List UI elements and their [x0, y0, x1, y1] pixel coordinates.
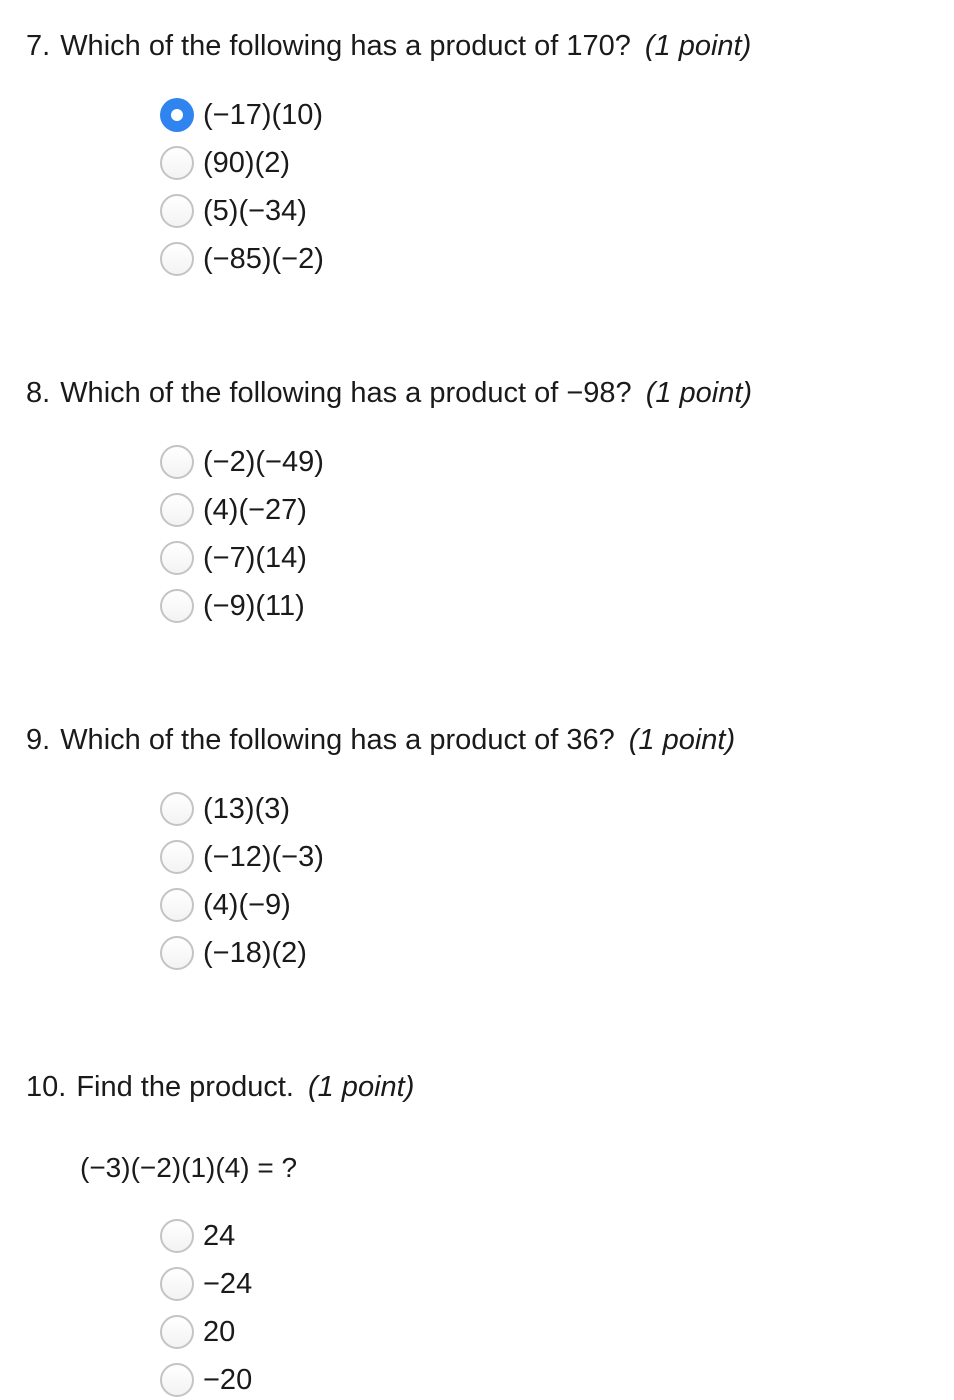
question-points: (1 point) — [644, 30, 752, 62]
radio-button[interactable] — [160, 146, 194, 180]
radio-button[interactable] — [160, 936, 194, 970]
option-label: (90)(2) — [203, 147, 291, 179]
option-label: −20 — [203, 1364, 253, 1396]
question-number: 8. — [26, 377, 51, 409]
radio-button[interactable] — [160, 1363, 194, 1397]
question-number: 7. — [26, 30, 51, 62]
question-points: (1 point) — [307, 1071, 415, 1103]
question-number: 9. — [26, 724, 51, 756]
option-d[interactable] — [160, 586, 305, 626]
question-text: Which of the following has a product of −98? — [60, 377, 632, 409]
radio-button[interactable] — [160, 888, 194, 922]
option-label: (−12)(−3) — [203, 841, 324, 873]
option-c[interactable] — [160, 191, 307, 231]
option-d[interactable] — [160, 933, 307, 973]
option-d[interactable] — [160, 239, 324, 279]
option-d[interactable] — [160, 1360, 252, 1400]
option-b[interactable] — [160, 837, 324, 877]
option-label: −24 — [203, 1268, 253, 1300]
option-b[interactable] — [160, 143, 290, 183]
question-title — [26, 1069, 414, 1105]
option-label: (−17)(10) — [203, 99, 324, 131]
radio-button[interactable] — [160, 445, 194, 479]
question-number: 10. — [26, 1071, 67, 1103]
radio-button[interactable] — [160, 194, 194, 228]
radio-button[interactable] — [160, 792, 194, 826]
question-title — [26, 375, 752, 411]
radio-button[interactable] — [160, 840, 194, 874]
math-expression: (−3)(−2)(1)(4) = ? — [80, 1152, 298, 1183]
option-label: (−18)(2) — [203, 937, 307, 969]
option-a[interactable] — [160, 1216, 235, 1256]
question-text: Which of the following has a product of 170? — [60, 30, 631, 62]
option-label: (5)(−34) — [203, 195, 307, 227]
option-c[interactable] — [160, 885, 291, 925]
option-a[interactable] — [160, 789, 290, 829]
radio-button-selected[interactable] — [160, 98, 194, 132]
option-label: (−7)(14) — [203, 542, 307, 574]
option-b[interactable] — [160, 490, 307, 530]
option-label: (−9)(11) — [203, 590, 305, 622]
question-text: Find the product. — [76, 1071, 294, 1103]
option-c[interactable] — [160, 1312, 235, 1352]
question-points: (1 point) — [628, 724, 736, 756]
option-label: (4)(−9) — [203, 889, 291, 921]
radio-button[interactable] — [160, 1267, 194, 1301]
radio-button[interactable] — [160, 1315, 194, 1349]
radio-button[interactable] — [160, 541, 194, 575]
question-points: (1 point) — [645, 377, 753, 409]
option-a[interactable] — [160, 95, 323, 135]
radio-button[interactable] — [160, 1219, 194, 1253]
option-a[interactable] — [160, 442, 324, 482]
option-label: (4)(−27) — [203, 494, 307, 526]
question-title — [26, 722, 735, 758]
option-label: (−2)(−49) — [203, 446, 324, 478]
radio-button[interactable] — [160, 589, 194, 623]
option-label: 20 — [203, 1316, 236, 1348]
option-b[interactable] — [160, 1264, 252, 1304]
question-text: Which of the following has a product of 36? — [60, 724, 615, 756]
option-label: (13)(3) — [203, 793, 291, 825]
radio-button[interactable] — [160, 242, 194, 276]
radio-button[interactable] — [160, 493, 194, 527]
option-label: (−85)(−2) — [203, 243, 324, 275]
option-c[interactable] — [160, 538, 307, 578]
option-label: 24 — [203, 1220, 236, 1252]
question-title — [26, 28, 751, 64]
